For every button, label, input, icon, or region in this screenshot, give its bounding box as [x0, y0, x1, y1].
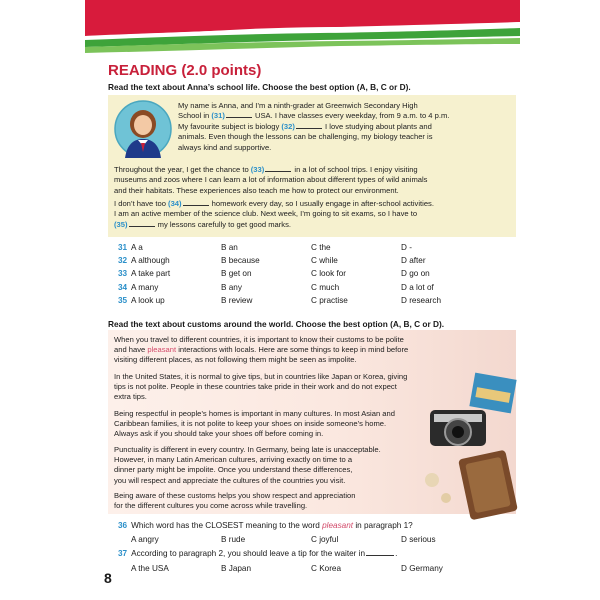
gap-32-blank — [296, 122, 322, 129]
option-c[interactable]: C joyful — [311, 535, 339, 544]
question-number: 36 — [118, 521, 128, 530]
option-b[interactable]: B any — [221, 282, 242, 292]
part2-instruction: Read the text about customs around the world. Choose the best option (A, B, C or D). — [108, 319, 445, 329]
question-text: According to paragraph 2, you should leave a tip for the waiter in — [131, 549, 366, 558]
question-number: 35 — [118, 295, 128, 305]
option-row-36 — [118, 535, 518, 548]
customs-paragraph-1 — [114, 335, 512, 366]
option-row-34 — [118, 283, 518, 296]
p1-line-1: My name is Anna, and I’m a ninth-grader at Greenwich Secondary High — [178, 101, 418, 110]
p1-text: USA. I have classes every weekday, from 9 a.m. to 4 p.m. — [252, 111, 450, 121]
option-a[interactable]: A angry — [131, 535, 159, 544]
option-c[interactable]: C much — [311, 282, 340, 292]
part1-options — [118, 243, 518, 309]
c4-text: However, in many Latin American cultures, arriving exactly on time to a — [114, 455, 353, 465]
option-c[interactable]: C practise — [311, 295, 348, 305]
option-d[interactable]: D a lot of — [401, 282, 434, 292]
c3-text: Being respectful in people’s homes is important in many cultures. In most Asian and — [114, 409, 395, 418]
gap-35-blank — [129, 220, 155, 227]
gap-31-blank — [226, 111, 252, 118]
p1-text: always kind and supportive. — [178, 142, 272, 152]
option-b[interactable]: B get on — [221, 269, 252, 279]
c2-text: In the United States, it is normal to give tips, but in countries like Japan or Korea, giving — [114, 372, 408, 381]
p2-text: and their habitats. These experiences also teach me how to protect our environment. — [114, 185, 399, 195]
header-banner — [0, 0, 600, 60]
customs-paragraph-4 — [114, 445, 444, 486]
anna-text-box — [108, 95, 516, 237]
c4-text: you will respect and appreciate the cultures of the countries you visit. — [114, 475, 346, 485]
p1-text: School in — [178, 111, 212, 121]
gap-34-blank — [183, 199, 209, 206]
option-row-31 — [118, 243, 518, 256]
c2-text: tips is not polite. People in these countries take pride in their work and do not expect — [114, 382, 397, 392]
gap-32-number: (32) — [281, 121, 295, 131]
gap-35-number: (35) — [114, 219, 128, 229]
gap-37-blank — [366, 549, 394, 556]
question-37-options — [118, 564, 518, 577]
c4-text: dinner party might be impolite. Once you understand these differences, — [114, 465, 353, 475]
option-d[interactable]: D after — [401, 256, 426, 266]
pleasant-word: pleasant — [147, 345, 177, 355]
p3-text: homework every day, so I usually engage in after-school activities. — [209, 199, 434, 208]
option-row-32 — [118, 256, 518, 269]
highlight-word: pleasant — [322, 521, 354, 530]
option-row-33 — [118, 269, 518, 282]
p2-text: museums and zoos where I can learn a lot of information about different types of wild animals — [114, 175, 428, 185]
gap-33-blank — [265, 165, 291, 172]
gap-31-number: (31) — [211, 111, 225, 121]
p1-text: I love studying about plants and — [322, 121, 432, 131]
c1-text: and have — [114, 345, 148, 355]
option-b[interactable]: B because — [221, 256, 260, 266]
option-c[interactable]: C while — [311, 256, 338, 266]
option-a[interactable]: A look up — [131, 295, 165, 305]
option-d[interactable]: D - — [401, 243, 412, 252]
option-c[interactable]: C Korea — [311, 564, 342, 573]
question-36-options — [118, 535, 518, 548]
c3-text: Always ask if you should take your shoes off before coming in. — [114, 429, 324, 439]
question-text: . — [395, 549, 398, 558]
c1-text: visiting different places, as not following them might be seen as impolite. — [114, 355, 357, 365]
question-number: 31 — [118, 243, 128, 252]
option-a[interactable]: A many — [131, 282, 159, 292]
anna-photo-icon — [114, 100, 172, 158]
option-a[interactable]: A although — [131, 256, 170, 266]
customs-paragraph-5 — [114, 491, 434, 511]
c4-text: Punctuality is different in every country. In Germany, being late is unacceptable. — [114, 445, 381, 454]
option-a[interactable]: A the USA — [131, 564, 169, 573]
option-c[interactable]: C look for — [311, 269, 347, 279]
option-a[interactable]: A a — [131, 243, 143, 252]
question-number: 32 — [118, 256, 128, 266]
p1-text: animals. Even though the lessons can be challenging, my biology teacher is — [178, 132, 433, 142]
option-b[interactable]: B rude — [221, 535, 246, 544]
anna-paragraph-2 — [114, 165, 512, 196]
question-text: Which word has the CLOSEST meaning to the word — [131, 521, 323, 530]
question-number: 33 — [118, 269, 128, 279]
c2-text: extra tips. — [114, 392, 147, 402]
c3-text: Caribbean families, it is not polite to keep your shoes on inside someone’s home. — [114, 419, 387, 429]
option-d[interactable]: D Germany — [401, 564, 443, 573]
option-c[interactable]: C the — [311, 243, 331, 252]
option-b[interactable]: B an — [221, 243, 238, 252]
p2-text: Throughout the year, I get the chance to — [114, 165, 251, 174]
question-number: 37 — [118, 549, 128, 558]
part1-instruction: Read the text about Anna’s school life. Choose the best option (A, B, C or D). — [108, 82, 411, 92]
option-d[interactable]: D research — [401, 295, 442, 305]
p3-text: my lessons carefully to get good marks. — [155, 219, 291, 229]
c1-text: interactions with locals. Here are some things to keep in mind before — [176, 345, 409, 355]
p1-text: My favourite subject is biology — [178, 121, 282, 131]
p3-text: I am an active member of the science club. Next week, I’m going to sit exams, so I have to — [114, 209, 418, 219]
p3-text: I don’t have too — [114, 199, 169, 208]
option-row-35 — [118, 296, 518, 309]
question-number: 34 — [118, 282, 128, 292]
anna-paragraph-1 — [178, 101, 510, 153]
option-row-37 — [118, 564, 518, 577]
option-b[interactable]: B review — [221, 295, 253, 305]
travel-decoration-icon — [420, 370, 520, 530]
c1-text: When you travel to different countries, it is important to know their customs to be polite — [114, 335, 404, 344]
question-text: in paragraph 1? — [353, 521, 413, 530]
option-d[interactable]: D go on — [401, 269, 430, 279]
gap-34-number: (34) — [168, 199, 182, 208]
option-d[interactable]: D serious — [401, 535, 436, 544]
c5-text: for the different cultures you come across while travelling. — [114, 501, 308, 511]
question-36 — [118, 521, 518, 530]
c5-text: Being aware of these customs helps you show respect and appreciation — [114, 491, 356, 500]
option-b[interactable]: B Japan — [221, 564, 252, 573]
p2-text: in a lot of school trips. I enjoy visiting — [292, 165, 418, 174]
gap-33-number: (33) — [250, 165, 265, 174]
question-37 — [118, 549, 518, 558]
section-title: READING (2.0 points) — [108, 62, 262, 79]
anna-paragraph-3 — [114, 199, 512, 230]
option-a[interactable]: A take part — [131, 269, 171, 279]
page-number: 8 — [104, 570, 112, 586]
